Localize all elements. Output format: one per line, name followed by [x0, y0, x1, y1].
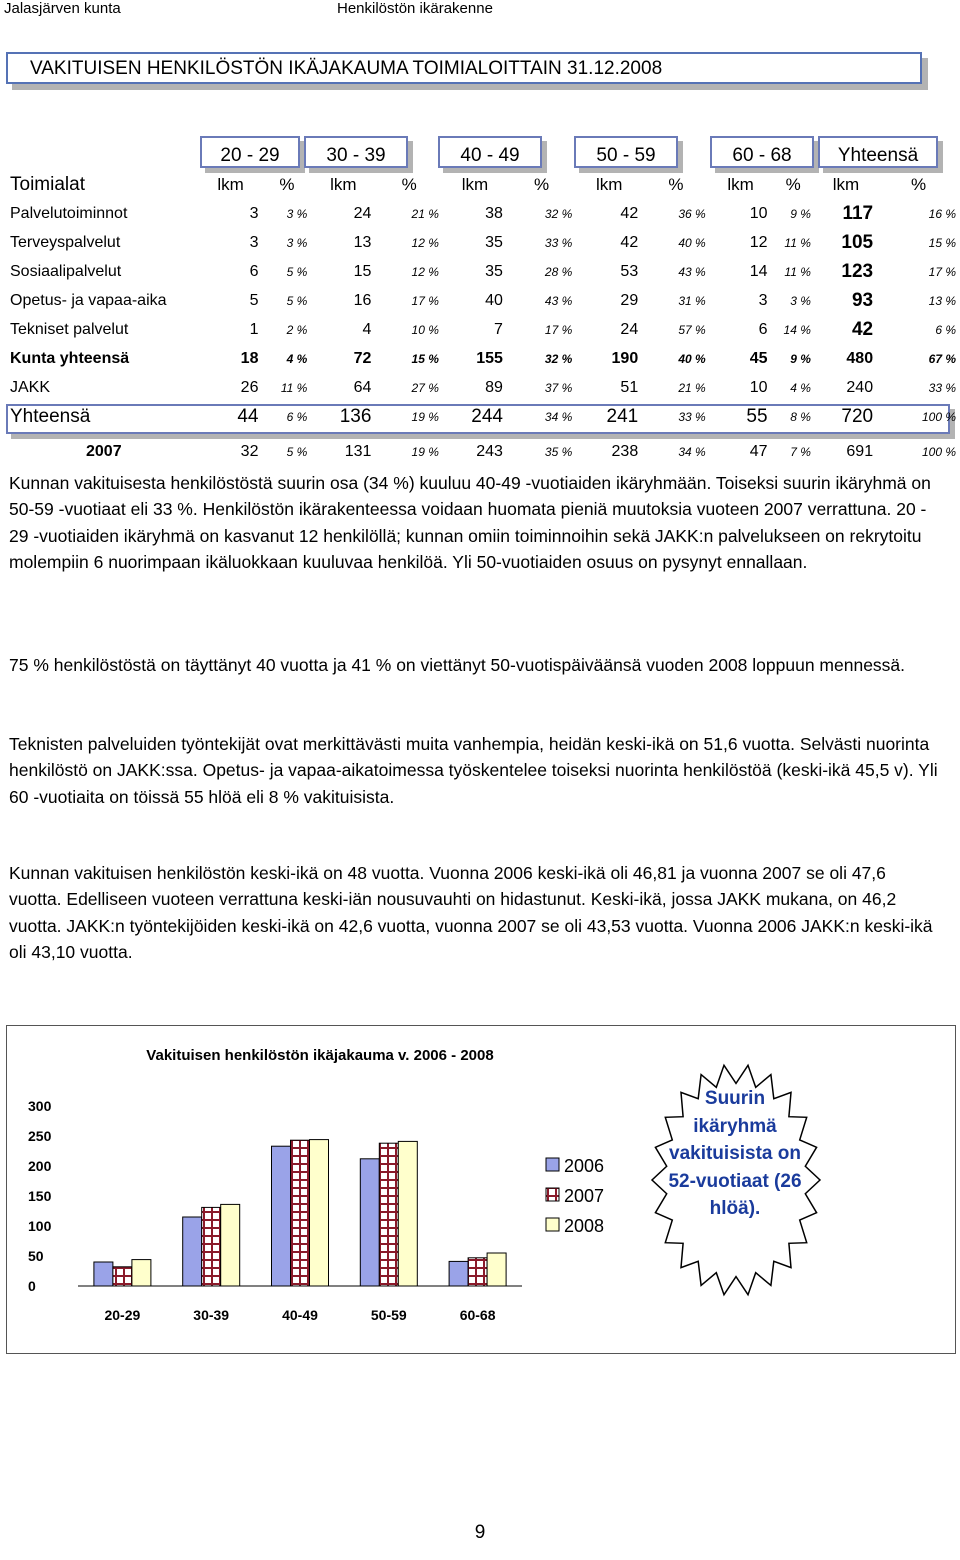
cell-percent: 36 %: [678, 206, 706, 221]
y-tick-label: 100: [28, 1218, 52, 1234]
cell-count: 691: [846, 443, 874, 460]
cell-percent: 15 %: [411, 351, 439, 366]
cell-percent: 34 %: [678, 445, 706, 459]
cell-count: 244: [471, 405, 503, 427]
cell-percent: 43 %: [678, 264, 706, 279]
cell-count: 238: [611, 443, 639, 460]
col-lkm: lkm: [596, 174, 623, 194]
cell-count: 6: [758, 320, 768, 338]
cell-count: 55: [746, 405, 768, 427]
cell-count: 44: [237, 405, 259, 427]
cell-percent: 21 %: [678, 380, 706, 395]
table-row: [6, 257, 960, 286]
cell-count: 40: [485, 291, 503, 309]
col-pct: %: [668, 174, 684, 194]
paragraph-2: 75 % henkilöstöstä on täyttänyt 40 vuotta ja 41 % on viettänyt 50-vuotispäiväänsä vuoden 2008 loppuun mennessä.: [9, 655, 906, 675]
row-label: JAKK: [10, 378, 51, 396]
cell-percent: 19 %: [411, 445, 439, 459]
cell-percent: 37 %: [544, 380, 573, 395]
col-lkm: lkm: [217, 174, 244, 194]
cell-count: 3: [758, 291, 768, 309]
cell-count: 32: [240, 443, 259, 460]
cell-count: 53: [620, 262, 639, 280]
cell-count: 47: [749, 443, 768, 460]
table-row: [6, 286, 960, 315]
cell-percent: 10 %: [411, 322, 439, 337]
legend-label-2006: 2006: [564, 1156, 605, 1176]
cell-count: 10: [749, 378, 768, 396]
cell-percent: 6 %: [935, 322, 956, 337]
page-title: VAKITUISEN HENKILÖSTÖN IKÄJAKAUMA TOIMIALOITTAIN 31.12.2008: [30, 58, 663, 79]
cell-percent: 6 %: [286, 409, 308, 424]
cell-count: 240: [846, 378, 874, 396]
cell-percent: 40 %: [678, 235, 706, 250]
cell-percent: 11 %: [784, 264, 811, 279]
group-header-50-59: 50 - 59: [574, 136, 678, 168]
cell-count: 12: [749, 233, 768, 251]
cell-percent: 5 %: [286, 445, 308, 459]
y-tick-label: 200: [28, 1158, 52, 1174]
cell-count: 45: [749, 349, 768, 367]
cell-percent: 33 %: [544, 235, 573, 250]
cell-count: 4: [362, 320, 372, 338]
group-header-40-49: 40 - 49: [438, 136, 542, 168]
row-label: Tekniset palvelut: [10, 320, 129, 338]
table-row: [6, 199, 960, 228]
cell-count: 3: [249, 204, 259, 222]
legend-label-2008: 2008: [564, 1216, 605, 1236]
page-header: [0, 0, 960, 22]
col-pct: %: [910, 174, 927, 194]
cell-percent: 40 %: [678, 351, 706, 366]
cell-percent: 34 %: [544, 409, 573, 424]
cell-percent: 17 %: [544, 322, 573, 337]
cell-percent: 13 %: [928, 293, 956, 308]
col-pct: %: [534, 174, 550, 194]
group-header-60-68: 60 - 68: [710, 136, 814, 168]
cell-count: 93: [851, 289, 874, 311]
cell-percent: 9 %: [790, 351, 811, 366]
x-tick-label: 20-29: [104, 1307, 141, 1323]
cell-count: 243: [476, 443, 503, 460]
cell-count: 131: [344, 443, 372, 460]
cell-count: 16: [353, 291, 372, 309]
y-tick-label: 150: [28, 1188, 52, 1204]
cell-count: 29: [620, 291, 639, 309]
y-tick-label: 0: [28, 1278, 36, 1294]
cell-percent: 33 %: [928, 380, 956, 395]
cell-count: 5: [249, 291, 259, 309]
cell-percent: 11 %: [280, 380, 308, 395]
group-header-total: Yhteensä: [818, 136, 938, 168]
x-tick-label: 50-59: [370, 1307, 407, 1323]
row-label: Palvelutoiminnot: [10, 204, 128, 222]
cell-percent: 5 %: [286, 264, 308, 279]
table-row: [6, 373, 960, 402]
col-lkm: lkm: [727, 174, 754, 194]
cell-count: 480: [846, 349, 874, 367]
cell-percent: 31 %: [678, 293, 706, 308]
y-tick-label: 300: [28, 1098, 52, 1114]
cell-count: 42: [620, 204, 639, 222]
cell-percent: 2 %: [286, 322, 308, 337]
x-tick-label: 40-49: [282, 1307, 318, 1323]
cell-percent: 32 %: [544, 351, 573, 366]
row-header: Toimialat: [10, 173, 85, 195]
cell-count: 117: [842, 202, 874, 224]
table-body: [6, 170, 960, 473]
cell-percent: 35 %: [544, 445, 573, 459]
age-table: [6, 170, 960, 473]
x-tick-label: 60-68: [459, 1307, 496, 1323]
cell-count: 35: [485, 262, 503, 280]
cell-count: 13: [353, 233, 372, 251]
cell-percent: 17 %: [411, 293, 439, 308]
cell-percent: 19 %: [411, 409, 439, 424]
cell-percent: 28 %: [544, 264, 573, 279]
paragraph-4: Kunnan vakituisen henkilöstön keski-ikä on 48 vuotta. Vuonna 2006 keski-ikä oli 46,81 ja vuonna 2007 se oli 47,6 vuotta. Edelliseen vuoteen verrattuna keski-iän nousuvauhti on hidastunut. Keski-ikä, jossa JAKK mukana, on 46,2 vuotta. JAKK:n työntekijöiden keski-ikä on 42,6 vuotta, vuonna 2007 se oli 43,53 vuotta. Vuonna 2006 JAKK:n keski-ikä oli 43,10 vuotta.: [9, 863, 933, 962]
cell-count: 24: [620, 320, 639, 338]
x-tick-label: 30-39: [193, 1307, 230, 1323]
cell-percent: 32 %: [544, 206, 573, 221]
row-label: Sosiaalipalvelut: [10, 262, 122, 280]
cell-percent: 14 %: [783, 322, 811, 337]
cell-count: 105: [841, 231, 874, 253]
cell-percent: 16 %: [928, 206, 956, 221]
cell-percent: 43 %: [544, 293, 573, 308]
table-row: [6, 344, 960, 373]
group-header-30-39: 30 - 39: [304, 136, 408, 168]
cell-percent: 15 %: [928, 235, 956, 250]
cell-count: 10: [749, 204, 768, 222]
cell-percent: 5 %: [286, 293, 308, 308]
col-pct: %: [401, 174, 417, 194]
cell-percent: 3 %: [286, 206, 308, 221]
cell-percent: 100 %: [921, 409, 956, 424]
title-box: [6, 52, 922, 84]
cell-percent: 100 %: [921, 445, 956, 459]
cell-percent: 67 %: [928, 351, 956, 366]
cell-percent: 8 %: [790, 409, 811, 424]
cell-count: 42: [851, 318, 874, 340]
cell-count: 14: [749, 262, 768, 280]
cell-count: 72: [353, 349, 372, 367]
cell-percent: 3 %: [790, 293, 811, 308]
col-pct: %: [279, 174, 295, 194]
row-label: 2007: [86, 443, 122, 460]
cell-percent: 4 %: [286, 351, 308, 366]
cell-count: 3: [249, 233, 259, 251]
cell-count: 35: [485, 233, 503, 251]
y-tick-label: 50: [28, 1248, 44, 1264]
cell-count: 1: [249, 320, 259, 338]
cell-percent: 27 %: [411, 380, 439, 395]
cell-count: 720: [841, 405, 874, 427]
cell-count: 241: [606, 405, 639, 427]
cell-count: 26: [240, 378, 259, 396]
cell-percent: 3 %: [286, 235, 308, 250]
cell-count: 123: [841, 260, 874, 282]
table-row: [6, 402, 960, 431]
cell-count: 15: [353, 262, 372, 280]
cell-count: 7: [494, 320, 503, 338]
cell-count: 89: [485, 378, 503, 396]
chart-title: Vakituisen henkilöstön ikäjakauma v. 2006 - 2008: [146, 1047, 494, 1064]
page-number: 9: [474, 1522, 486, 1543]
table-header-row: [6, 170, 960, 199]
cell-count: 38: [485, 204, 503, 222]
group-header-20-29: 20 - 29: [200, 136, 300, 168]
table-row: [6, 228, 960, 257]
cell-percent: 11 %: [784, 235, 811, 250]
cell-count: 51: [620, 378, 639, 396]
cell-percent: 21 %: [411, 206, 439, 221]
cell-count: 190: [611, 349, 639, 367]
cell-count: 64: [353, 378, 372, 396]
cell-count: 155: [476, 349, 503, 367]
cell-percent: 9 %: [790, 206, 811, 221]
cell-count: 42: [620, 233, 639, 251]
row-label: Kunta yhteensä: [10, 349, 130, 367]
table-row: [6, 431, 960, 473]
row-label: Opetus- ja vapaa-aika: [10, 291, 167, 309]
col-lkm: lkm: [461, 174, 489, 194]
col-lkm: lkm: [832, 174, 860, 194]
y-tick-label: 250: [28, 1128, 52, 1144]
cell-percent: 4 %: [790, 380, 811, 395]
cell-percent: 33 %: [678, 409, 706, 424]
cell-count: 136: [339, 405, 372, 427]
cell-percent: 12 %: [411, 264, 439, 279]
col-pct: %: [785, 174, 801, 194]
header-left: Jalasjärven kunta: [4, 0, 121, 17]
callout-text: Suurin ikäryhmä vakituisista on 52-vuotiaat (26 hlöä).: [668, 1088, 802, 1219]
cell-percent: 12 %: [411, 235, 439, 250]
paragraph-1: Kunnan vakituisesta henkilöstöstä suurin osa (34 %) kuuluu 40-49 -vuotiaiden ikäryhmään. Toiseksi suurin ikäryhmä on 50-59 -vuotiaat eli 33 %. Henkilöstön ikärakenteessa voidaan huomata pieniä muutoksia vuoteen 2007 verrattuna. 20 - 29 -vuotiaiden ikäryhmä on kasvanut 12 henkilöllä; kunnan omiin toiminnoihin sekä JAKK:n palvelukseen on rekrytoitu molempiin 6 nuorimpaan ikäluokkaan kuuluvaa henkilöä. Yli 50-vuotiaiden osuus on pysynyt ennallaan.: [9, 473, 931, 572]
row-label: Terveyspalvelut: [10, 233, 121, 251]
header-center: Henkilöstön ikärakenne: [337, 0, 493, 17]
cell-percent: 57 %: [678, 322, 706, 337]
cell-percent: 7 %: [790, 445, 811, 459]
col-lkm: lkm: [330, 174, 357, 194]
cell-count: 24: [353, 204, 372, 222]
row-label: Yhteensä: [10, 405, 91, 427]
cell-count: 18: [240, 349, 259, 367]
table-row: [6, 315, 960, 344]
legend-label-2007: 2007: [564, 1186, 605, 1206]
paragraph-3: Teknisten palveluiden työntekijät ovat merkittävästi muita vanhempia, heidän keski-ikä on 51,6 vuotta. Selvästi nuorinta henkilöstö on JAKK:ssa. Opetus- ja vapaa-aikatoimessa työskentelee toiseksi nuorinta henkilöstöä (keski-ikä 45,5 v). Yli 60 -vuotiaita on töissä 55 hlöä eli 8 % vakituisista.: [9, 734, 938, 807]
cell-count: 6: [249, 262, 259, 280]
cell-percent: 17 %: [928, 264, 956, 279]
